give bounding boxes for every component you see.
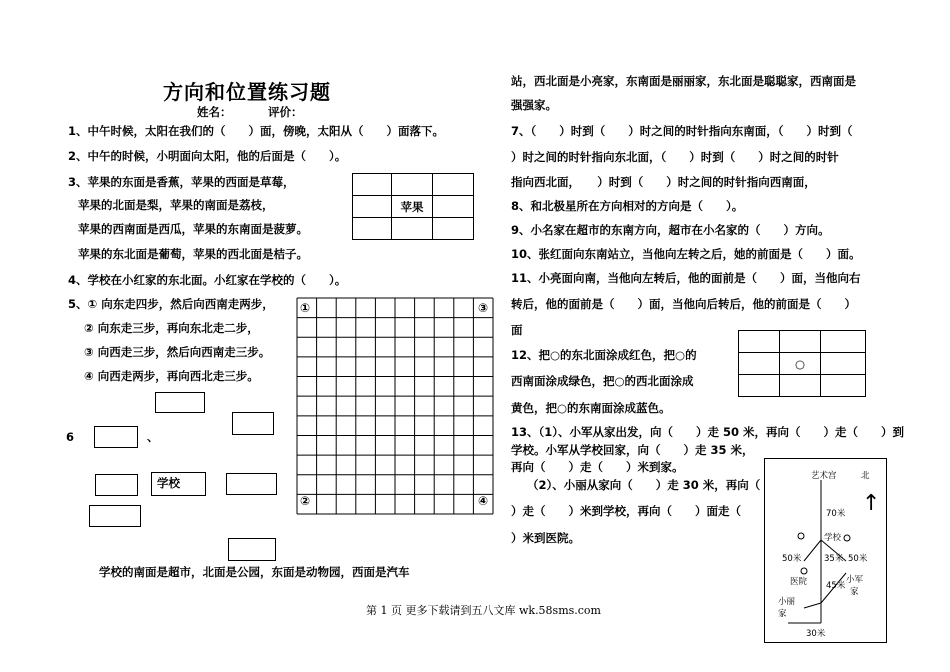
question-11-line-1: 11、小亮面向南，当他向左转后，他的面前是（ ）面，当他向右: [511, 271, 861, 285]
name-label: 姓名：: [197, 105, 232, 119]
map-d50a: 50米: [782, 554, 802, 564]
apple-grid: [352, 173, 474, 240]
question-10: 10、张红面向东南站立，当他向左转之后，她的前面是（ ）面。: [511, 247, 861, 261]
question-7-line-1: 7、（ ）时到（ ）时之间的时针指向东南面，（ ）时到（: [511, 124, 853, 138]
school-label: 学校: [157, 476, 180, 490]
question-6-text: 学校的南面是超市，北面是公园，东面是动物园，西面是汽车: [99, 565, 410, 579]
xiaojun-dot: [844, 535, 850, 541]
map-d45: 45米: [826, 581, 846, 591]
map-xiaoli: 小丽: [778, 597, 796, 607]
route-map: [764, 458, 888, 644]
north-arrow-icon: ↑: [862, 491, 881, 516]
color-cell-e[interactable]: [821, 353, 866, 375]
school-box: [151, 472, 206, 496]
question-3-line-2: 苹果的北面是梨，苹果的南面是荔枝，: [78, 198, 274, 212]
question-8: 8、和北极星所在方向相对的方向是（ ）。: [511, 199, 744, 213]
color-cell-ne[interactable]: [821, 331, 866, 353]
question-3-line-4: 苹果的东北面是葡萄，苹果的西北面是桔子。: [78, 247, 308, 261]
question-3-line-1: 3、苹果的东面是香蕉，苹果的西面是草莓，: [68, 175, 295, 189]
hospital-dot-upper: [798, 533, 804, 539]
question-13-line-6: ）米到医院。: [511, 531, 580, 545]
grid-mark-3: ③: [478, 301, 489, 315]
question-5-line-2: ② 向东走三步，再向东北走二步，: [84, 321, 259, 335]
map-home2: 家: [778, 609, 787, 619]
answer-box-southeast[interactable]: [228, 538, 276, 561]
page-title: 方向和位置练习题: [163, 80, 331, 104]
circle-cell: ○: [780, 353, 821, 375]
answer-box-west[interactable]: [95, 474, 138, 496]
color-cell-se[interactable]: [821, 375, 866, 397]
map-art-palace: 艺术宫: [811, 471, 837, 481]
map-d70: 70米: [826, 509, 846, 519]
answer-box-southwest[interactable]: [89, 505, 141, 527]
question-12-line-3: 黄色，把○的东南面涂成蓝色。: [511, 401, 671, 415]
map-d35: 35米: [824, 554, 844, 564]
grid-mark-4: ④: [478, 494, 489, 508]
question-7-line-3: 指向西北面， ）时到（ ）时之间的时针指向西南面，: [511, 175, 816, 189]
question-11-line-2: 转后，他的面前是（ ）面，当他向后转后，他的前面是（ ）: [511, 297, 856, 311]
question-5-line-1: 5、① 向东走四步，然后向西南走两步，: [68, 297, 274, 311]
grid-mark-2: ②: [300, 494, 311, 508]
apple-cell: 苹果: [392, 196, 433, 218]
answer-box-northeast[interactable]: [232, 412, 274, 435]
question-13-line-4: （2）、小丽从家向（ ）走 30 米，再向（: [527, 478, 761, 492]
question-13-line-2: 学校。小军从学校回家，向（ ）走 35 米，: [511, 443, 754, 457]
question-11-line-3: 面: [511, 323, 523, 337]
answer-box-northwest[interactable]: [94, 426, 138, 448]
hospital-dot: [801, 568, 807, 574]
question-5-line-3: ③ 向西走三步，然后向西南走三步。: [84, 345, 271, 359]
page-footer: 第 1 页 更多下载请到五八文库 wk.58sms.com: [366, 604, 601, 617]
map-d50b: 50米: [848, 554, 868, 564]
step-grid: [296, 297, 494, 515]
map-home: 家: [850, 587, 859, 597]
map-xiaojun: 小军: [846, 575, 864, 585]
question-12-line-2: 西南面涂成绿色，把○的西北面涂成: [511, 374, 694, 388]
map-hospital: 医院: [790, 577, 808, 587]
q6-continued-line-2: 强强家。: [511, 98, 557, 112]
question-6-dash: 、: [147, 430, 159, 444]
answer-box-east[interactable]: [226, 473, 277, 495]
color-cell-n[interactable]: [780, 331, 821, 353]
question-5-line-4: ④ 向西走两步，再向西北走三步。: [84, 369, 259, 383]
color-cell-w[interactable]: [739, 353, 780, 375]
map-d30: 30米: [806, 629, 826, 639]
question-3-line-3: 苹果的西南面是西瓜，苹果的东南面是菠萝。: [78, 222, 308, 236]
color-cell-nw[interactable]: [739, 331, 780, 353]
grid-mark-1: ①: [300, 301, 311, 315]
question-9: 9、小名家在超市的东南方向，超市在小名家的（ ）方向。: [511, 223, 830, 237]
q6-continued-line-1: 站，西北面是小亮家，东南面是丽丽家，东北面是聪聪家，西南面是: [511, 74, 856, 88]
question-13-line-3: 再向（ ）走（ ）米到家。: [511, 460, 684, 474]
question-7-line-2: ）时之间的时针指向东北面，（ ）时到（ ）时之间的时针: [511, 150, 839, 164]
answer-box-north[interactable]: [155, 392, 205, 413]
question-13-line-5: ）走（ ）米到学校，再向（ ）面走（: [511, 504, 741, 518]
question-2: 2、中午的时候，小明面向太阳，他的后面是（ ）。: [68, 149, 347, 163]
color-grid: [738, 330, 866, 397]
question-13-line-1: 13、（1）、小军从家出发，向（ ）走 50 米，再向（ ）走（ ）到: [511, 425, 905, 439]
color-cell-sw[interactable]: [739, 375, 780, 397]
map-school: 学校: [824, 533, 842, 543]
question-1: 1、中午时候，太阳在我们的（ ）面，傍晚，太阳从（ ）面落下。: [68, 124, 444, 138]
eval-label: 评价：: [268, 105, 303, 119]
map-north-label: 北: [861, 471, 870, 481]
question-12-line-1: 12、把○的东北面涂成红色，把○的: [511, 348, 697, 362]
color-cell-s[interactable]: [780, 375, 821, 397]
question-4: 4、学校在小红家的东北面。小红家在学校的（ ）。: [68, 273, 347, 287]
question-6-number: 6: [66, 430, 75, 444]
